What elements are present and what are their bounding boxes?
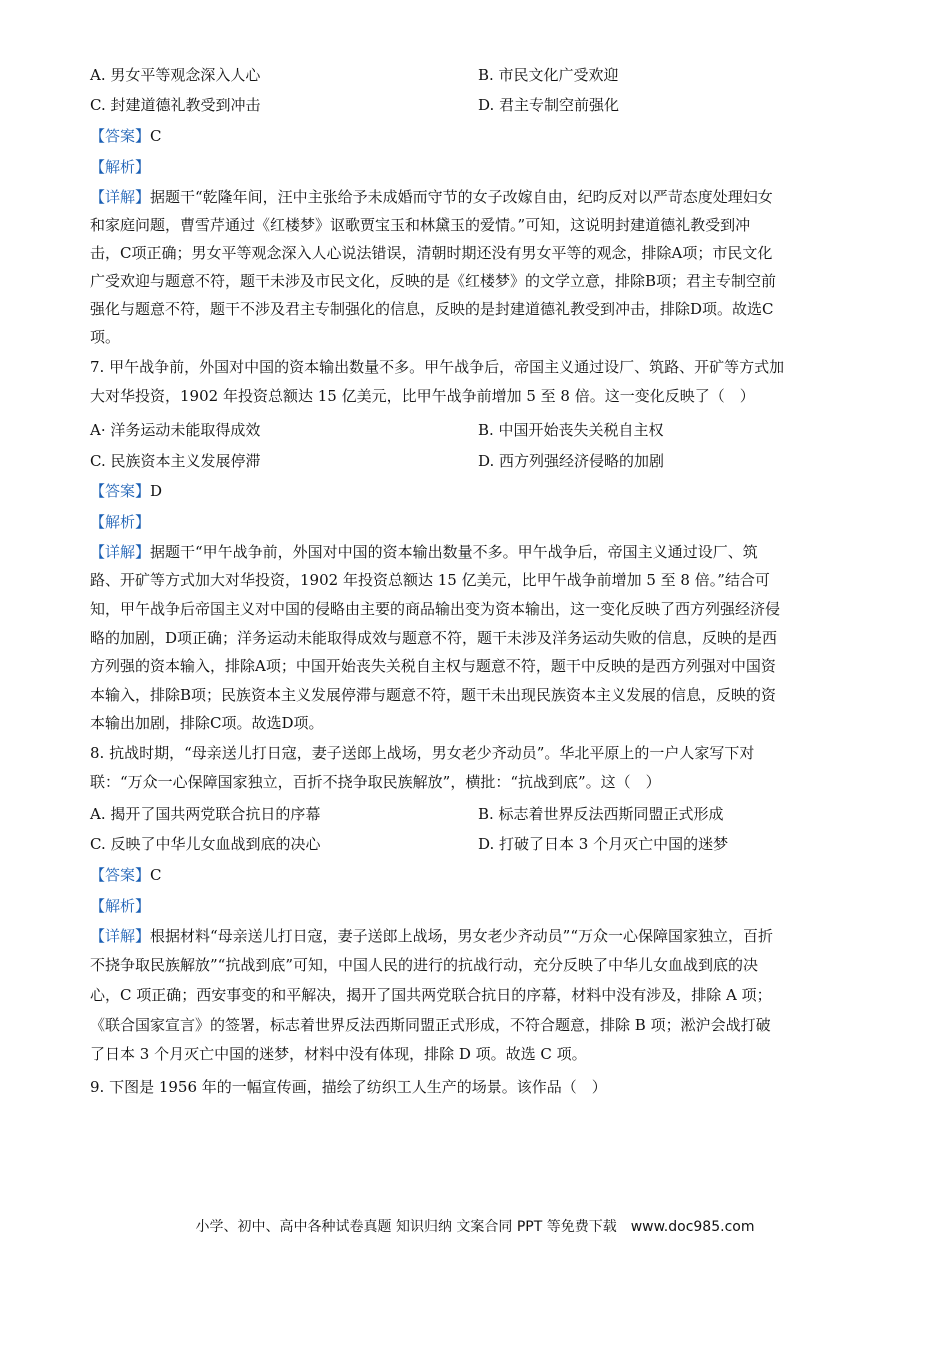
q7-option-d: D. 西方列强经济侵略的加剧 — [478, 452, 665, 470]
answer-value: C — [150, 866, 162, 884]
q6-detail-line: 项。 — [90, 328, 121, 346]
q8-detail-line — [90, 925, 870, 947]
q6-detail-line — [90, 186, 870, 208]
q6-detail-line: 广受欢迎与题意不符，题干未涉及市民文化，反映的是《红楼梦》的文学立意，排除B项；君主专制空前 — [90, 272, 777, 290]
q7-detail-line: 本输入，排除B项；民族资本主义发展停滞与题意不符，题干未出现民族资本主义发展的信息，反映的资 — [90, 686, 777, 704]
detail-tag: 【详解】 — [90, 188, 151, 206]
q6-answer — [90, 125, 870, 147]
answer-tag: 【答案】 — [90, 127, 151, 145]
q6-detail-line: 和家庭问题，曹雪芹通过《红楼梦》讴歌贾宝玉和林黛玉的爱情。”可知，这说明封建道德礼教受到冲 — [90, 216, 751, 234]
q8-option-a: A. 揭开了国共两党联合抗日的序幕 — [90, 805, 321, 823]
q9-stem: 9. 下图是 1956 年的一幅宣传画，描绘了纺织工人生产的场景。该作品（ ） — [90, 1078, 607, 1096]
detail-text: 据题干“甲午战争前，外国对中国的资本输出数量不多。甲午战争后，帝国主义通过设厂、筑 — [150, 543, 758, 561]
answer-value: C — [150, 127, 162, 145]
detail-tag: 【详解】 — [90, 543, 151, 561]
q8-detail-line: 了日本 3 个月灭亡中国的迷梦，材料中没有体现，排除 D 项。故选 C 项。 — [90, 1045, 587, 1063]
q8-analysis-tag: 【解析】 — [90, 897, 151, 915]
q7-detail-line: 本输出加剧，排除C项。故选D项。 — [90, 714, 324, 732]
q6-option-d: D. 君主专制空前强化 — [478, 96, 620, 114]
q7-option-c: C. 民族资本主义发展停滞 — [90, 452, 261, 470]
q7-detail-line — [90, 541, 870, 563]
q8-detail-line: 不挠争取民族解放”“抗战到底”可知，中国人民的进行的抗战行动，充分反映了中华儿女血战到底的决 — [90, 956, 759, 974]
q7-option-a: A· 洋务运动未能取得成效 — [90, 421, 261, 439]
answer-value: D — [150, 482, 163, 500]
detail-text: 据题干“乾隆年间，汪中主张给予未成婚而守节的女子改嫁自由，纪昀反对以严苛态度处理妇女 — [150, 188, 773, 206]
q7-analysis-tag: 【解析】 — [90, 513, 151, 531]
q8-option-c: C. 反映了中华儿女血战到底的决心 — [90, 835, 321, 853]
q7-detail-line: 路、开矿等方式加大对华投资，1902 年投资总额达 15 亿美元，比甲午战争前增加 5 至 8 倍。”结合可 — [90, 571, 770, 589]
q6-analysis-tag: 【解析】 — [90, 158, 151, 176]
q7-detail-line: 方列强的资本输入，排除A项；中国开始丧失关税自主权与题意不符，题干中反映的是西方列强对中国资 — [90, 657, 776, 675]
q8-stem-line: 联：“万众一心保障国家独立，百折不挠争取民族解放”，横批：“抗战到底”。这（ ） — [90, 773, 661, 791]
answer-tag: 【答案】 — [90, 482, 151, 500]
q8-stem-line: 8. 抗战时期，“母亲送儿打日寇，妻子送郎上战场，男女老少齐动员”。华北平原上的一户人家写下对 — [90, 744, 755, 762]
q6-option-a: A. 男女平等观念深入人心 — [90, 66, 261, 84]
q6-option-c: C. 封建道德礼教受到冲击 — [90, 96, 261, 114]
detail-text: 根据材料“母亲送儿打日寇，妻子送郎上战场，男女老少齐动员”“万众一心保障国家独立，百折 — [150, 927, 774, 945]
q8-option-b: B. 标志着世界反法西斯同盟正式形成 — [478, 805, 724, 823]
q7-answer — [90, 480, 870, 502]
q8-answer — [90, 864, 870, 886]
q7-stem-line: 大对华投资，1902 年投资总额达 15 亿美元，比甲午战争前增加 5 至 8 倍。这一变化反映了（ ） — [90, 387, 755, 405]
q7-detail-line: 略的加剧，D项正确；洋务运动未能取得成效与题意不符，题干未涉及洋务运动失败的信息，反映的是西 — [90, 629, 778, 647]
q7-option-b: B. 中国开始丧失关税自主权 — [478, 421, 664, 439]
page-footer: 小学、初中、高中各种试卷真题 知识归纳 文案合同 PPT 等免费下载 www.doc985.com — [195, 1219, 755, 1235]
q6-detail-line: 击，C项正确；男女平等观念深入人心说法错误，清朝时期还没有男女平等的观念，排除A项；市民文化 — [90, 244, 773, 262]
q8-option-d: D. 打破了日本 3 个月灭亡中国的迷梦 — [478, 835, 729, 853]
q6-option-b: B. 市民文化广受欢迎 — [478, 66, 619, 84]
q7-detail-line: 知，甲午战争后帝国主义对中国的侵略由主要的商品输出变为资本输出，这一变化反映了西方列强经济侵 — [90, 600, 781, 618]
q8-detail-line: 《联合国家宣言》的签署，标志着世界反法西斯同盟正式形成，不符合题意，排除 B 项；淞沪会战打破 — [90, 1016, 771, 1034]
detail-tag: 【详解】 — [90, 927, 151, 945]
q8-detail-line: 心，C 项正确；西安事变的和平解决，揭开了国共两党联合抗日的序幕，材料中没有涉及，排除 A 项； — [90, 986, 772, 1004]
answer-tag: 【答案】 — [90, 866, 151, 884]
q6-detail-line: 强化与题意不符，题干不涉及君主专制强化的信息，反映的是封建道德礼教受到冲击，排除D项。故选C — [90, 300, 774, 318]
q7-stem-line: 7. 甲午战争前，外国对中国的资本输出数量不多。甲午战争后，帝国主义通过设厂、筑路、开矿等方式加 — [90, 358, 785, 376]
